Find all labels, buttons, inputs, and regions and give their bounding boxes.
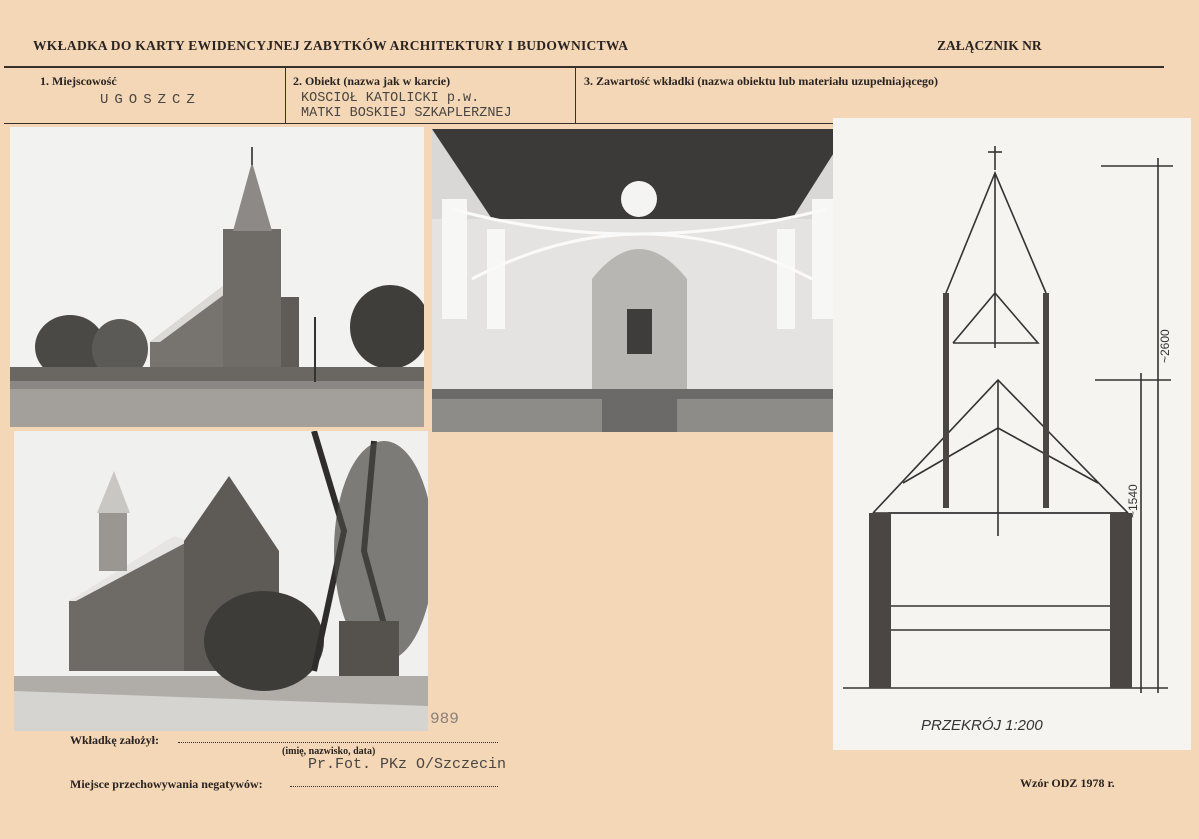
drawing-caption: PRZEKRÓJ 1:200 xyxy=(921,717,1043,734)
object-label: 2. Obiekt (nazwa jak w karcie) xyxy=(293,74,451,88)
field-divider-1 xyxy=(285,68,286,123)
locality-label: 1. Miejscowość xyxy=(40,74,117,88)
negatives-label: Miejsce przechowywania negatywów: xyxy=(70,777,263,791)
dimension-total: ~2600 xyxy=(1158,329,1172,363)
negatives-value: Pr.Fot. PKz O/Szczecin xyxy=(308,756,507,773)
founder-line xyxy=(178,742,498,743)
section-drawing xyxy=(833,118,1191,750)
founder-label: Wkładkę założył: xyxy=(70,733,159,747)
object-value-line1: KOSCIOŁ KATOLICKI p.w. xyxy=(301,91,480,106)
church-interior-photo xyxy=(432,129,849,432)
sheet-title: WKŁADKA DO KARTY EWIDENCYJNEJ ZABYTKÓW ARCHITEKTURY I BUDOWNICTWA xyxy=(33,38,629,53)
negatives-line xyxy=(290,786,498,787)
header-rule-top xyxy=(4,66,1164,68)
form-version: Wzór ODZ 1978 r. xyxy=(1020,776,1115,790)
church-exterior-photo-1 xyxy=(10,127,424,427)
dimension-wall: ~1540 xyxy=(1126,484,1140,518)
section-drawing-lines xyxy=(833,118,1191,750)
object-value-line2: MATKI BOSKIEJ SZKAPLERZNEJ xyxy=(301,106,512,121)
attachment-label: ZAŁĄCZNIK NR xyxy=(937,38,1042,53)
church-exterior-photo-2 xyxy=(14,431,428,731)
founder-hint: (imię, nazwisko, data) xyxy=(282,746,376,757)
year-fragment: 989 xyxy=(430,710,459,728)
content-label: 3. Zawartość wkładki (nazwa obiektu lub materiału uzupełniającego) xyxy=(584,74,939,88)
locality-value: UGOSZCZ xyxy=(100,92,201,108)
field-divider-2 xyxy=(575,68,576,123)
